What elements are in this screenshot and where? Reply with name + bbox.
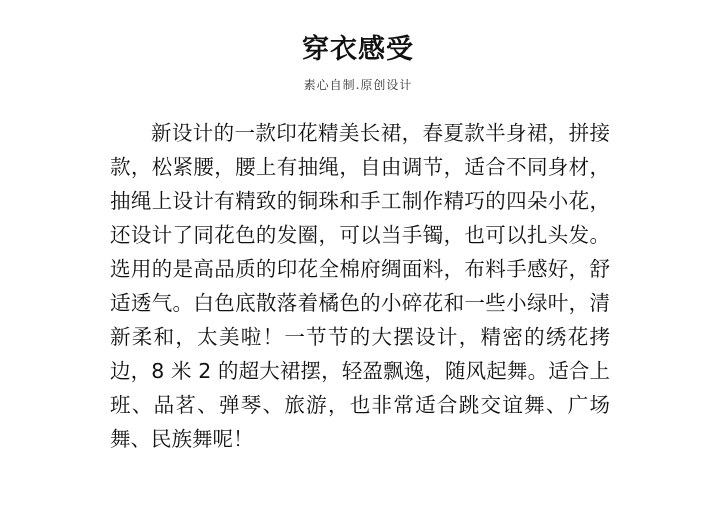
page-subtitle: 素心自制.原创设计 — [303, 78, 413, 92]
page-title: 穿衣感受 — [302, 34, 414, 65]
body-paragraph: 新设计的一款印花精美长裙，春夏款半身裙，拼接款，松紧腰，腰上有抽绳，自由调节，适合不同身材，抽绳上设计有精致的铜珠和手工制作精巧的四朵小花，还设计了同花色的发圈，可以当手镯，也可以扎头发。选用的是高品质的印花全棉府绸面料，布料手感好，舒适透气。白色底散落着橘色的小碎花和一些小绿叶，清新柔和，太美啦！一节节的大摆设计，精密的绣花拷边，8 米 2 的超大裙摆，轻盈飘逸，随风起舞。适合上班、品茗、弹琴、旅游，也非常适合跳交谊舞、广场舞、民族舞呢！ — [110, 121, 610, 451]
